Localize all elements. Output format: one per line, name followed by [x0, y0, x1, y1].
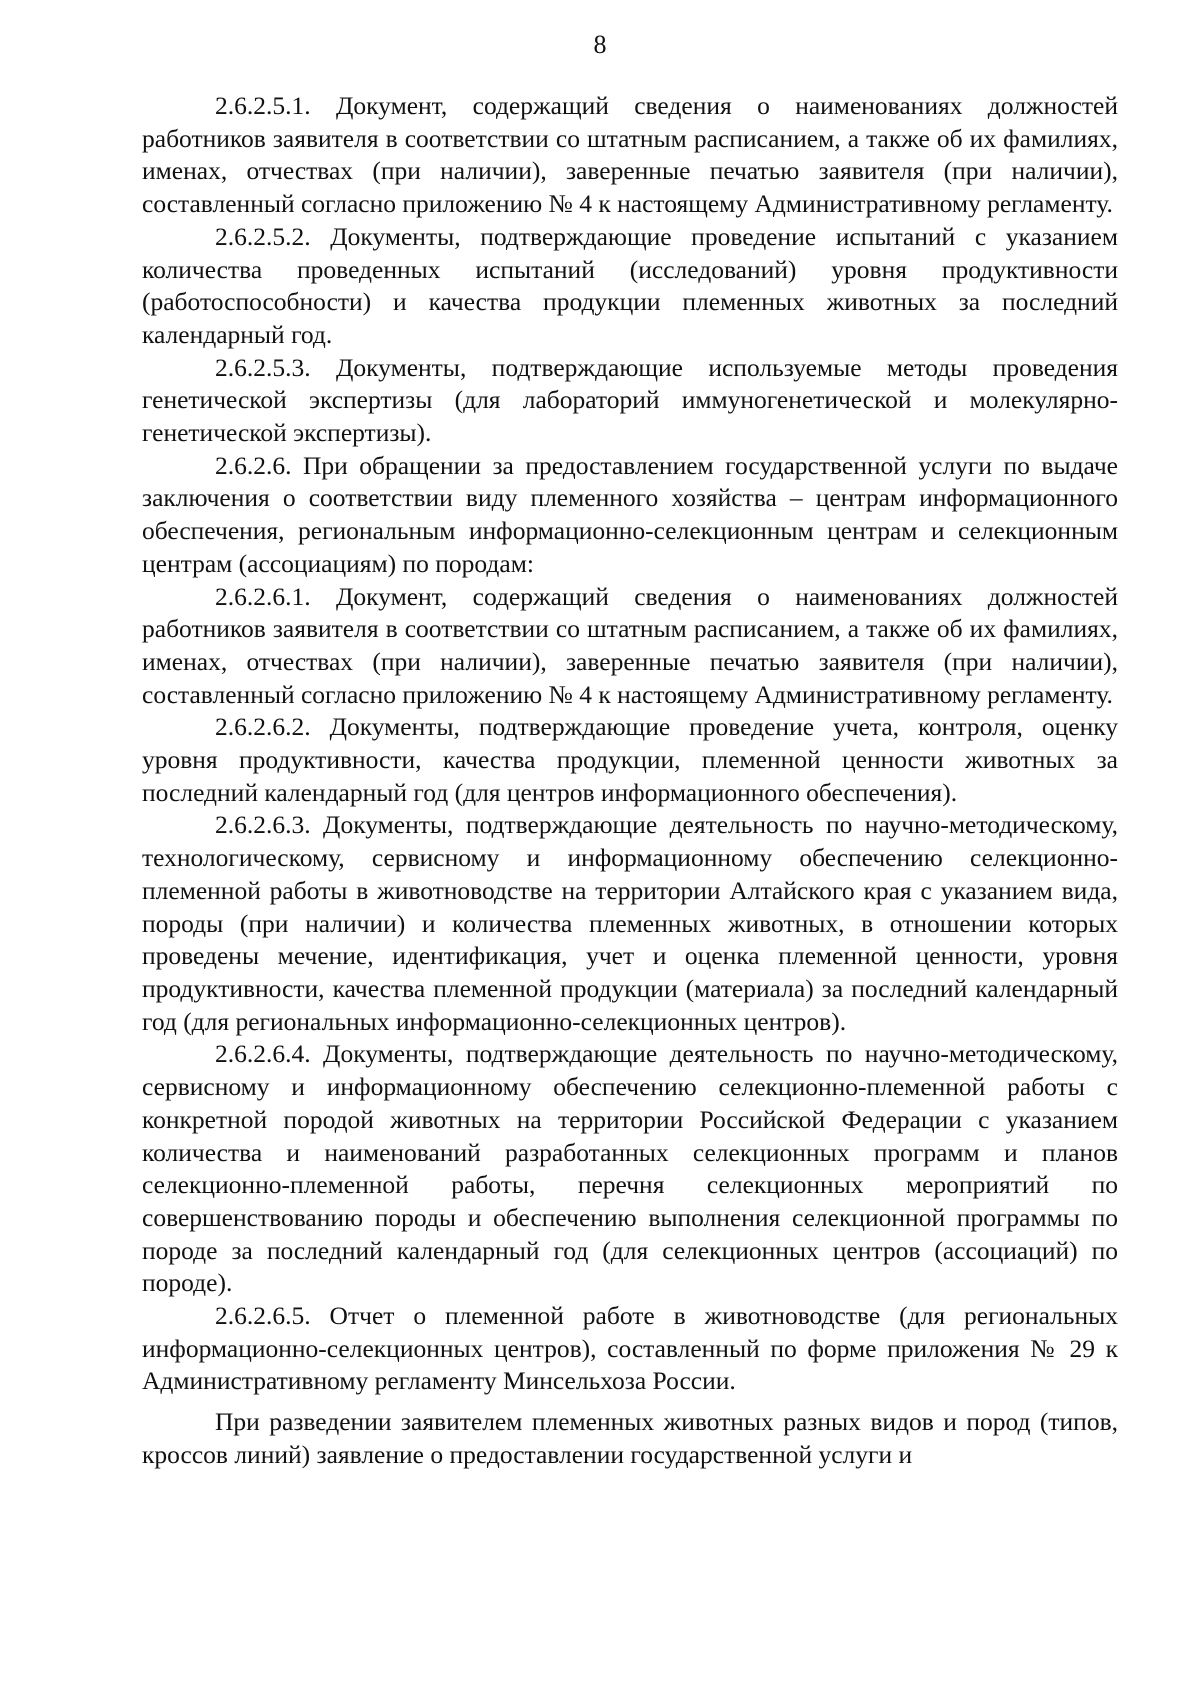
- paragraph-2-6-2-5-1: 2.6.2.5.1. Документ, содержащий сведения о наименованиях должностей работников заявителя в соответствии со штатным расписанием, а также об их фамилиях, именах, отчествах (при наличии), заверенные печатью заявителя (при наличии), составленный согласно приложению № 4 к настоящему Административному регламенту.: [142, 91, 1118, 219]
- paragraph-2-6-2-6-2: 2.6.2.6.2. Документы, подтверждающие проведение учета, контроля, оценку уровня продуктивности, качества продукции, племенной ценности животных за последний календарный год (для центров информационного обеспечения).: [142, 712, 1118, 807]
- paragraph-2-6-2-6: 2.6.2.6. При обращении за предоставлением государственной услуги по выдаче заключения о соответствии виду племенного хозяйства – центрам информационного обеспечения, региональным информационно-селекционным центрам и селекционным центрам (ассоциациям) по породам:: [142, 450, 1118, 578]
- paragraph-breeding-note: При разведении заявителем племенных животных разных видов и пород (типов, кроссов линий) заявление о предоставлении государственной услуги и: [142, 1407, 1118, 1469]
- paragraph-2-6-2-6-5: 2.6.2.6.5. Отчет о племенной работе в животноводстве (для региональных информационно-селекционных центров), составленный по форме приложения № 29 к Административному регламенту Минсельхоза России.: [142, 1301, 1118, 1396]
- paragraph-2-6-2-5-3: 2.6.2.5.3. Документы, подтверждающие используемые методы проведения генетической экспертизы (для лабораторий иммуногенетической и молекулярно-генетической экспертизы).: [142, 352, 1118, 448]
- document-body: [142, 90, 1118, 1472]
- paragraph-2-6-2-6-4: 2.6.2.6.4. Документы, подтверждающие деятельность по научно-методическому, сервисному и информационному обеспечению селекционно-племенной работы с конкретной породой животных на территории Российской Федерации с указанием количества и наименований разработанных селекционных программ и планов селекционно-племенной работы, перечня селекционных мероприятий по совершенствованию породы и обеспечению выполнения селекционной программы по породе за последний календарный год (для селекционных центров (ассоциаций) по породе).: [142, 1039, 1118, 1298]
- page-number: 8: [593, 30, 607, 59]
- paragraph-2-6-2-6-1: 2.6.2.6.1. Документ, содержащий сведения о наименованиях должностей работников заявителя в соответствии со штатным расписанием, а также об их фамилиях, именах, отчествах (при наличии), заверенные печатью заявителя (при наличии), составленный согласно приложению № 4 к настоящему Административному регламенту.: [142, 581, 1118, 709]
- paragraph-2-6-2-5-2: 2.6.2.5.2. Документы, подтверждающие проведение испытаний с указанием количества проведенных испытаний (исследований) уровня продуктивности (работоспособности) и качества продукции племенных животных за последний календарный год.: [142, 221, 1118, 349]
- paragraph-2-6-2-6-3: 2.6.2.6.3. Документы, подтверждающие деятельность по научно-методическому, технологическому, сервисному и информационному обеспечению селекционно-племенной работы в животноводстве на территории Алтайского края с указанием вида, породы (при наличии) и количества племенных животных, в отношении которых проведены мечение, идентификация, учет и оценка племенной ценности, уровня продуктивности, качества племенной продукции (материала) за последний календарный год (для региональных информационно-селекционных центров).: [142, 810, 1118, 1036]
